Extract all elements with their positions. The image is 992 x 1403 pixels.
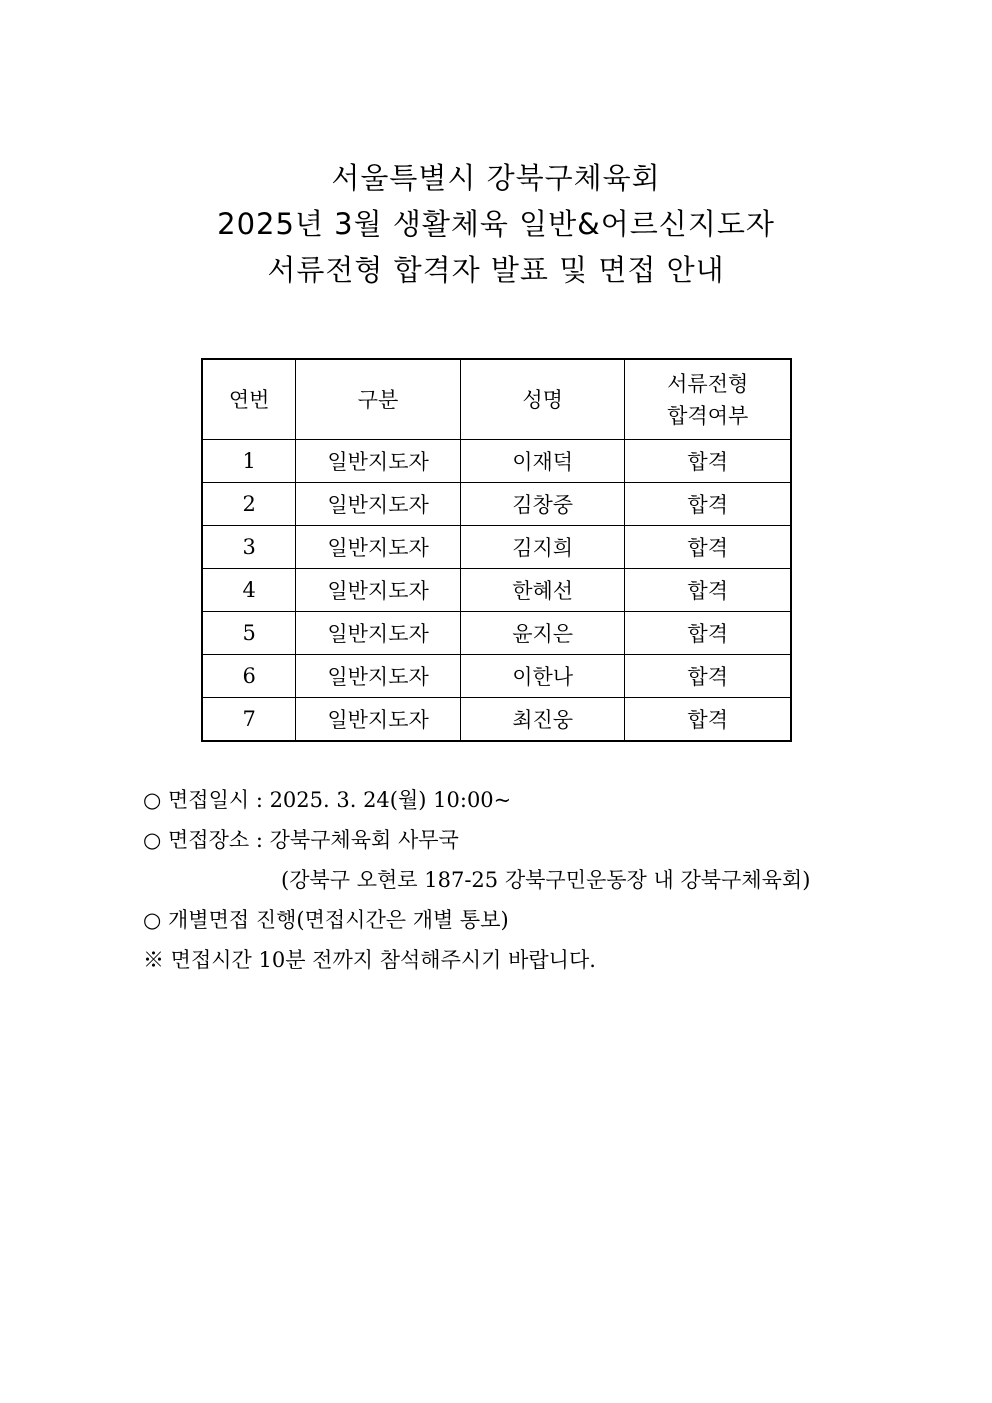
table-row — [202, 698, 791, 742]
note-interview-address: (강북구 오현로 187-25 강북구민운동장 내 강북구체육회) — [281, 868, 811, 892]
cell-category: 일반지도자 — [296, 655, 461, 698]
title-line-organization: 서울특별시 강북구체육회 — [331, 161, 661, 195]
cell-no: 6 — [202, 655, 296, 698]
cell-category: 일반지도자 — [296, 526, 461, 569]
cell-no: 3 — [202, 526, 296, 569]
note-interview-date: ○ 면접일시 : 2025. 3. 24(월) 10:00~ — [143, 788, 512, 812]
cell-name: 이한나 — [460, 655, 625, 698]
cell-result: 합격 — [625, 612, 791, 655]
cell-result: 합격 — [625, 569, 791, 612]
cell-name: 김창중 — [460, 483, 625, 526]
cell-name: 최진웅 — [460, 698, 625, 742]
header-result-line1: 서류전형 — [667, 371, 749, 396]
cell-name: 이재덕 — [460, 440, 625, 483]
cell-name: 윤지은 — [460, 612, 625, 655]
title-line-program: 2025년 3월 생활체육 일반&어르신지도자 — [217, 207, 775, 241]
cell-result: 합격 — [625, 440, 791, 483]
header-no: 연번 — [202, 359, 296, 440]
cell-no: 1 — [202, 440, 296, 483]
results-table — [201, 358, 792, 742]
cell-result: 합격 — [625, 655, 791, 698]
interview-notes — [143, 780, 923, 980]
header-result-line2: 합격여부 — [667, 403, 749, 428]
note-interview-place: ○ 면접장소 : 강북구체육회 사무국 — [143, 828, 459, 852]
cell-name: 김지희 — [460, 526, 625, 569]
table-row — [202, 483, 791, 526]
table-row — [202, 569, 791, 612]
note-interview-individual: ○ 개별면접 진행(면접시간은 개별 통보) — [143, 908, 509, 932]
header-result — [625, 359, 791, 440]
cell-no: 7 — [202, 698, 296, 742]
document-title — [0, 155, 992, 293]
table-header-row — [202, 359, 791, 440]
cell-category: 일반지도자 — [296, 569, 461, 612]
cell-category: 일반지도자 — [296, 483, 461, 526]
table-row — [202, 612, 791, 655]
header-category: 구분 — [296, 359, 461, 440]
cell-result: 합격 — [625, 698, 791, 742]
table-row — [202, 440, 791, 483]
table-row — [202, 655, 791, 698]
cell-result: 합격 — [625, 526, 791, 569]
cell-name: 한혜선 — [460, 569, 625, 612]
cell-category: 일반지도자 — [296, 698, 461, 742]
note-arrival-notice: ※ 면접시간 10분 전까지 참석해주시기 바랍니다. — [143, 948, 596, 972]
cell-no: 2 — [202, 483, 296, 526]
table-row — [202, 526, 791, 569]
header-name: 성명 — [460, 359, 625, 440]
cell-no: 5 — [202, 612, 296, 655]
cell-result: 합격 — [625, 483, 791, 526]
cell-category: 일반지도자 — [296, 612, 461, 655]
cell-category: 일반지도자 — [296, 440, 461, 483]
cell-no: 4 — [202, 569, 296, 612]
title-line-announcement: 서류전형 합격자 발표 및 면접 안내 — [267, 253, 725, 287]
